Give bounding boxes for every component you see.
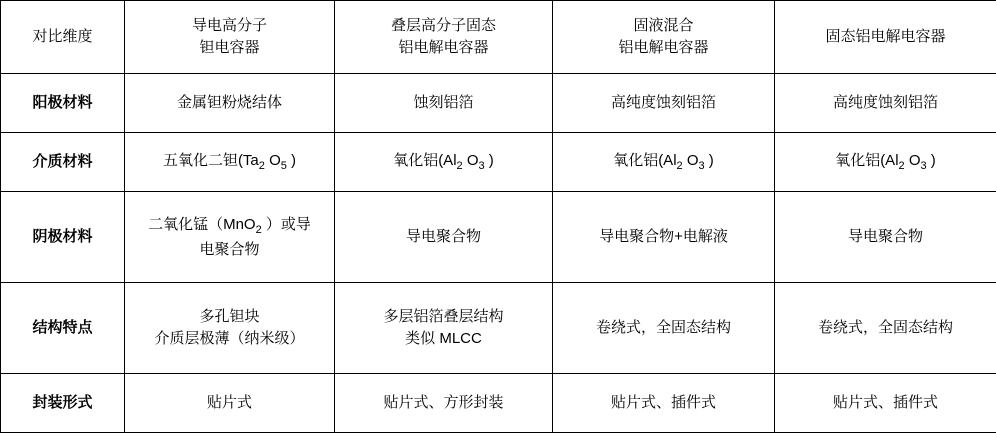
cell-structure-solid-aluminum [775, 283, 996, 374]
table-header [1, 1, 996, 74]
cell-line: 固液混合 [557, 15, 770, 37]
cell-package-hybrid-aluminum [553, 374, 775, 433]
table-body [1, 74, 996, 433]
cell-cathode-hybrid-aluminum [553, 192, 775, 283]
row-label-cathode: 阴极材料 [1, 192, 125, 283]
cell-structure-hybrid-aluminum [553, 283, 775, 374]
cell-anode-stacked-polymer-aluminum [335, 74, 553, 133]
row-label-structure: 结构特点 [1, 283, 125, 374]
row-label-dielectric: 介质材料 [1, 133, 125, 192]
table-row [1, 283, 996, 374]
cell-dielectric-hybrid-aluminum: 氧化铝($Al_2$ $O_3$ ) [553, 133, 775, 192]
cell-line: 贴片式、方形封装 [339, 392, 548, 414]
cell-line: 金属钽粉烧结体 [129, 92, 330, 114]
header-cell-polymer-tantalum [125, 1, 335, 74]
cell-line: 类似 MLCC [339, 328, 548, 350]
table-row [1, 74, 996, 133]
header-cell-hybrid-aluminum [553, 1, 775, 74]
table-header-row [1, 1, 996, 74]
cell-line: 贴片式、插件式 [779, 392, 992, 414]
cell-cathode-solid-aluminum [775, 192, 996, 283]
cell-line: 卷绕式，全固态结构 [779, 317, 992, 339]
cell-dielectric-solid-aluminum: 氧化铝($Al_2$ $O_3$ ) [775, 133, 996, 192]
cell-line: 铝电解电容器 [339, 37, 548, 59]
table-row [1, 374, 996, 433]
cell-dielectric-stacked-polymer-aluminum: 氧化铝($Al_2$ $O_3$ ) [335, 133, 553, 192]
cell-line: 介质层极薄（纳米级） [129, 328, 330, 350]
row-label-anode: 阳极材料 [1, 74, 125, 133]
cell-package-stacked-polymer-aluminum [335, 374, 553, 433]
cell-cathode-polymer-tantalum: 二氧化锰（MnO$_2$ ）或导 电聚合物 [125, 192, 335, 283]
cell-line: 叠层高分子固态 [339, 15, 548, 37]
cell-anode-hybrid-aluminum [553, 74, 775, 133]
table-row [1, 192, 996, 283]
cell-line: 固态铝电解电容器 [779, 26, 992, 48]
cell-line: 导电聚合物 [779, 226, 992, 248]
cell-line: 多孔钽块 [129, 306, 330, 328]
cell-line: 贴片式、插件式 [557, 392, 770, 414]
header-cell-stacked-polymer-aluminum [335, 1, 553, 74]
cell-line: 高纯度蚀刻铝箔 [557, 92, 770, 114]
cell-dielectric-polymer-tantalum: 五氧化二钽($Ta_2$ $O_5$ ) [125, 133, 335, 192]
cell-line: 钽电容器 [129, 37, 330, 59]
cell-structure-stacked-polymer-aluminum [335, 283, 553, 374]
cell-line: 多层铝箔叠层结构 [339, 306, 548, 328]
row-label-package: 封装形式 [1, 374, 125, 433]
cell-line: 贴片式 [129, 392, 330, 414]
header-cell-dimension [1, 1, 125, 74]
cell-line: 蚀刻铝箔 [339, 92, 548, 114]
cell-line: 高纯度蚀刻铝箔 [779, 92, 992, 114]
cell-package-polymer-tantalum [125, 374, 335, 433]
cell-structure-polymer-tantalum [125, 283, 335, 374]
cell-line: 导电聚合物 [339, 226, 548, 248]
cell-line: 铝电解电容器 [557, 37, 770, 59]
cell-line: 导电高分子 [129, 15, 330, 37]
cell-anode-solid-aluminum [775, 74, 996, 133]
cell-line: 导电聚合物+电解液 [557, 226, 770, 248]
cell-anode-polymer-tantalum [125, 74, 335, 133]
header-cell-solid-aluminum [775, 1, 996, 74]
cell-line: 对比维度 [5, 26, 120, 48]
table-row [1, 133, 996, 192]
cell-line: 卷绕式，全固态结构 [557, 317, 770, 339]
cell-cathode-stacked-polymer-aluminum [335, 192, 553, 283]
cell-package-solid-aluminum [775, 374, 996, 433]
